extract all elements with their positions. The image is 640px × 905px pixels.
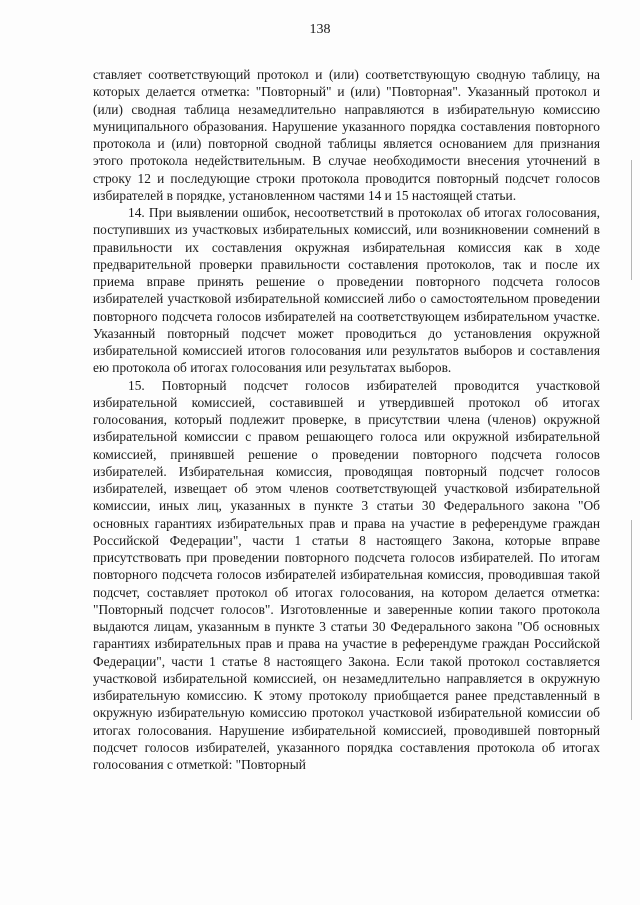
paragraph-continuation: ставляет соответствующий протокол и (или) соответствующую сводную таблицу, на которых делается отметка: "Повторный" и (или) "Повторная". Указанный протокол и (или) сводная таблица незамедлительно направляются в избирательную комиссию муниципального образования. Нарушение указанного порядка составления повторного протокола и (или) повторной сводной таблицы является основанием для признания этого протокола недействительным. В случае необходимости внесения уточнений в строку 12 и последующие строки протокола проводится повторный подсчет голосов избирателей в порядке, установленном частями 14 и 15 настоящей статьи. — [93, 67, 600, 203]
paragraph-item-15: 15. Повторный подсчет голосов избирателей проводится участковой избирательной комиссией, составившей и утвердившей протокол об итогах голосования, который подлежит проверке, в присутствии члена (членов) окружной избирательной комиссии с правом решающего голоса или окружной избирательной комиссией, принявшей решение о проведении повторного подсчета голосов избирателей. Избирательная комиссия, проводящая повторный подсчет голосов избирателей, извещает об этом членов соответствующей участковой избирательной комиссии, иных лиц, указанных в пункте 3 статьи 30 Федерального закона "Об основных гарантиях избирательных прав и права на участие в референдуме граждан Российской Федерации", части 1 статьи 8 настоящего Закона, которые вправе присутствовать при проведении повторного подсчета голосов избирателей. По итогам повторного подсчета голосов избирателей избирательная комиссия, проводившая такой подсчет, составляет протокол об итогах голосования, на котором делается отметка: "Повторный подсчет голосов". Изготовленные и заверенные копии такого протокола выдаются лицам, указанным в пункте 3 статьи 30 Федерального закона "Об основных гарантиях избирательных прав и права на участие в референдуме граждан Российской Федерации", части 1 статье 8 настоящего Закона. Если такой протокол составляется участковой избирательной комиссией, он незамедлительно направляется в окружную избирательную комиссию. К этому протоколу приобщается ранее представленный в окружную избирательную комиссию протокол участковой избирательной комиссии об итогах голосования. Нарушение избирательной комиссией, проводившей повторный подсчет голосов избирателей, указанного порядка составления протокола об итогах голосования с отметкой: "Повторный — [93, 377, 600, 772]
paragraph-item-14: 14. При выявлении ошибок, несоответствий в протоколах об итогах голосования, поступивших из участковых избирательных комиссий, или возникновении сомнений в правильности их составления окружная избирательная комиссия как в ходе предварительной проверки правильности составления протоколов, так и после их приема вправе принять решение о проведении повторного подсчета голосов избирателей участковой избирательной комиссией либо о самостоятельном проведении повторного подсчета голосов избирателей на соответствующем избирательном участке. Указанный повторный подсчет может проводиться до установления окружной избирательной комиссией итогов голосования или результатов выборов и составления ею протокола об итогах голосования или результатах выборов. — [93, 205, 600, 376]
scan-artifact-line — [631, 520, 632, 720]
document-body — [93, 66, 600, 773]
page-number: 138 — [309, 22, 331, 37]
scan-artifact-line — [631, 160, 632, 280]
